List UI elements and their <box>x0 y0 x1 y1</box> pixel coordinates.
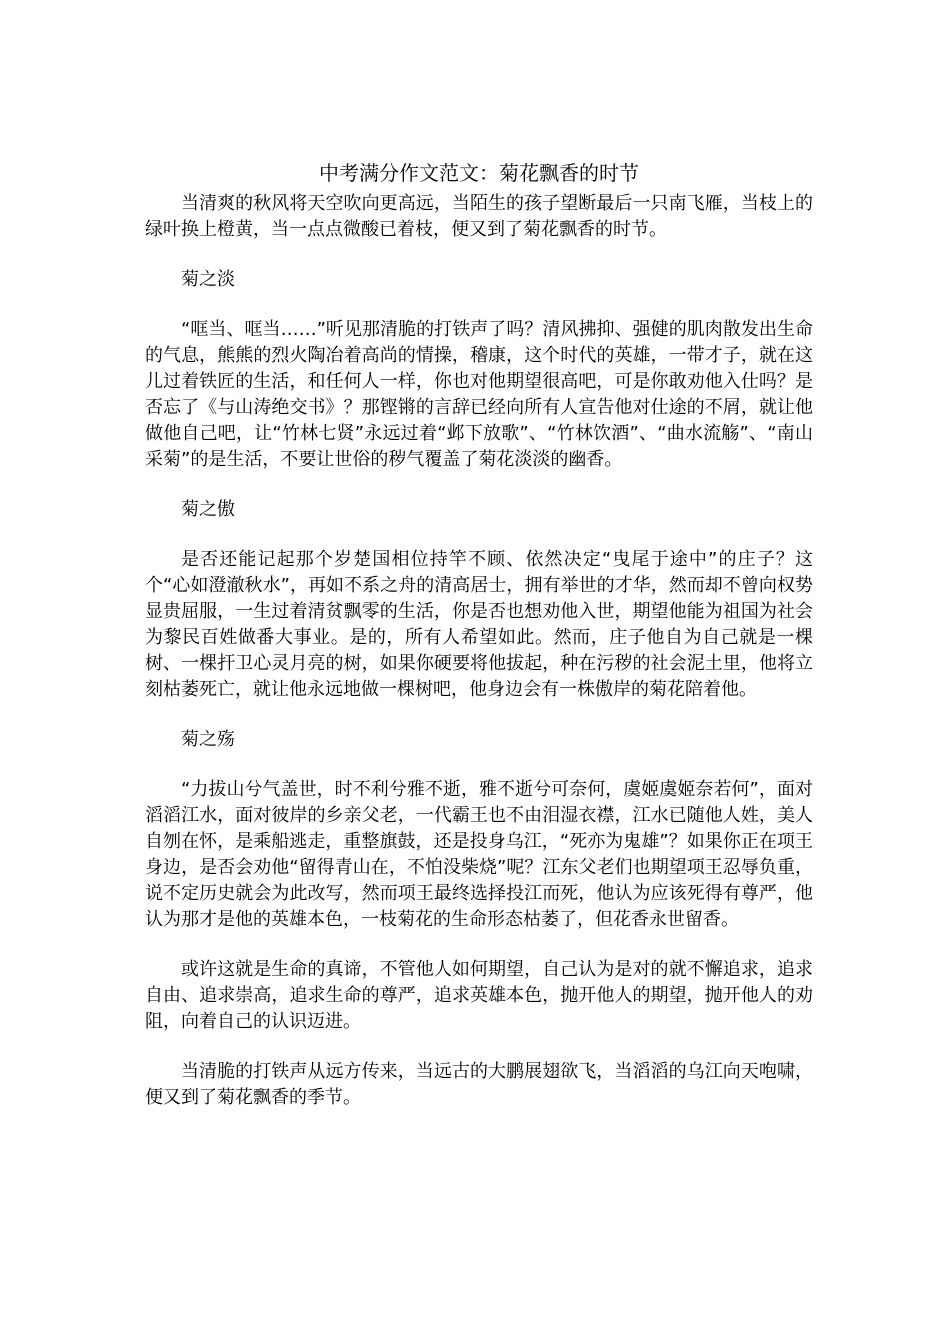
section-heading-shang: 菊之殇 <box>181 729 235 750</box>
section-paragraph-shang: “力拔山兮气盖世，时不利兮雅不逝，雅不逝兮可奈何，虞姬虞姬奈若何”，面对滔滔江水，面对彼岸的乡亲父老，一代霸王也不由泪湿衣襟，江水已随他人姓，美人自刎在怀，是乘船逃走，重整旗鼓，还是投身乌江，“死亦为鬼雄”？如果你正在项王身边，是否会劝他“留得青山在，不怕没柴烧”呢？江东父老们也期望项王忍辱负重，说不定历史就会为此改写，然而项王最终选择投江而死，他认为应该死得有尊严，他认为那才是他的英雄本色，一枝菊花的生命形态枯萎了，但花香永世留香。 <box>145 779 813 930</box>
intro-paragraph: 当清爽的秋风将天空吹向更高远，当陌生的孩子望断最后一只南飞雁，当枝上的绿叶换上橙黄，当一点点微酸已着枝，便又到了菊花飘香的时节。 <box>145 193 813 240</box>
document-title: 中考满分作文范文：菊花飘香的时节 <box>319 161 639 185</box>
section-paragraph-dan: “哐当、哐当……”听见那清脆的打铁声了吗？清风拂抑、强健的肌肉散发出生命的气息，熊熊的烈火陶冶着高尚的情操，稽康，这个时代的英雄，一带才子，就在这儿过着铁匠的生活，和任何人一样，你也对他期望很高吧，可是你敢劝他入仕吗？是否忘了《与山涛绝交书》？那铿锵的言辞已经向所有人宣告他对仕途的不屑，就让他做他自己吧，让“竹林七贤”永远过着“邺下放歌”、“竹林饮酒”、“曲水流觞”、“南山采菊”的是生活，不要让世俗的秽气覆盖了菊花淡淡的幽香。 <box>145 319 813 470</box>
closing-paragraph: 当清脆的打铁声从远方传来，当远古的大鹏展翅欲飞，当滔滔的乌江向天咆啸，便又到了菊花飘香的季节。 <box>145 1061 813 1108</box>
section-heading-ao: 菊之傲 <box>181 499 235 520</box>
conclusion-paragraph: 或许这就是生命的真谛，不管他人如何期望，自己认为是对的就不懈追求，追求自由、追求崇高，追求生命的尊严，追求英雄本色，抛开他人的期望，抛开他人的劝阻，向着自己的认识迈进。 <box>145 959 813 1032</box>
document-page <box>145 155 813 1135</box>
section-heading-dan: 菊之淡 <box>181 269 235 290</box>
section-paragraph-ao: 是否还能记起那个岁楚国相位持竿不顾、依然决定“曳尾于途中”的庄子？这个“心如澄澈秋水”，再如不系之舟的清高居士，拥有举世的才华，然而却不曾向权势显贵屈服，一生过着清贫飘零的生活，你是否也想劝他入世，期望他能为祖国为社会为黎民百姓做番大事业。是的，所有人希望如此。然而，庄子他自为自己就是一棵树、一棵扞卫心灵月亮的树，如果你硬要将他拔起，种在污秽的社会泥土里，他将立刻枯萎死亡，就让他永远地做一棵树吧，他身边会有一株傲岸的菊花陪着他。 <box>145 549 813 700</box>
